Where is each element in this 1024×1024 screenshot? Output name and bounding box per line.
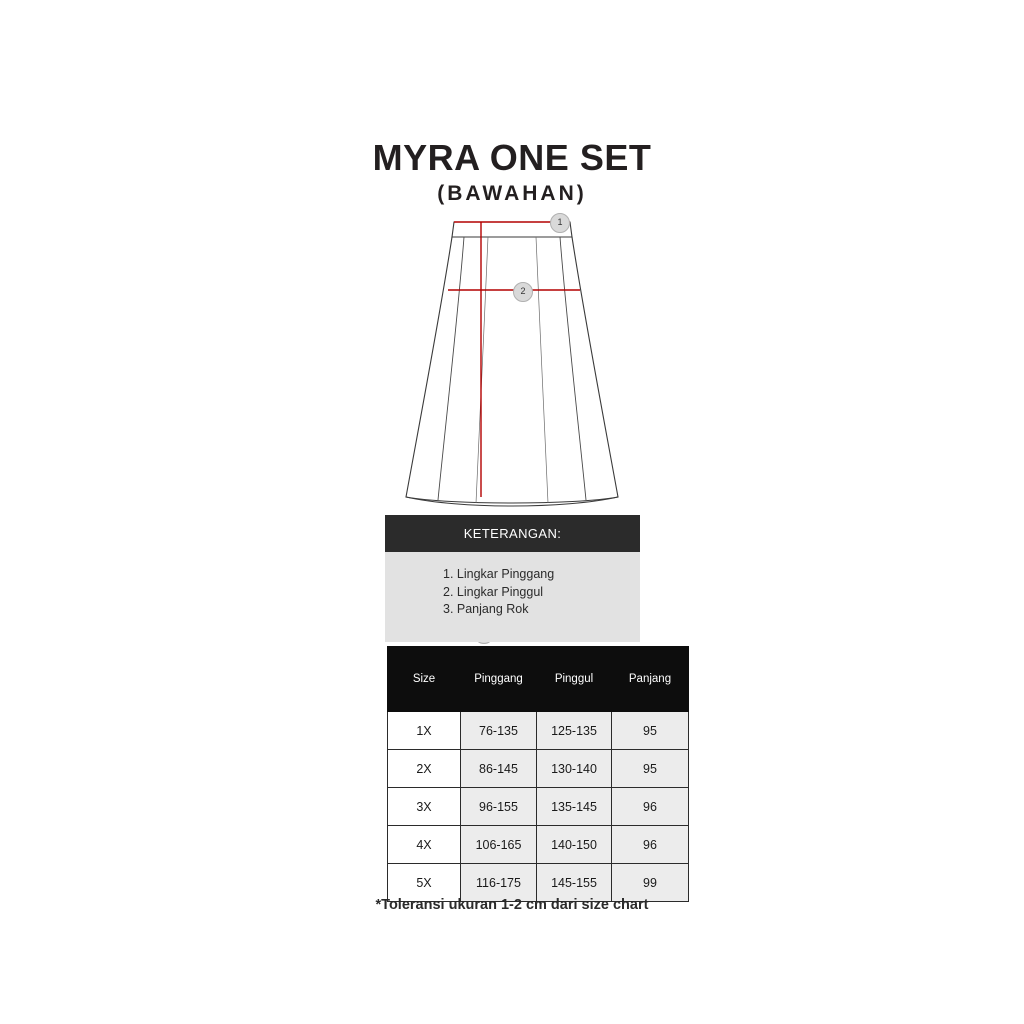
cell-size: 2X xyxy=(388,750,461,788)
cell-panjang: 95 xyxy=(612,712,689,750)
cell-size: 4X xyxy=(388,826,461,864)
table-row xyxy=(388,750,689,788)
page-title: MYRA ONE SET xyxy=(372,137,652,178)
skirt-body-shape xyxy=(406,237,618,503)
keterangan-box xyxy=(385,515,640,642)
marker-2: 2 xyxy=(513,282,533,302)
cell-size: 3X xyxy=(388,788,461,826)
cell-panjang: 96 xyxy=(612,788,689,826)
table-row xyxy=(388,864,689,902)
table-row xyxy=(388,712,689,750)
tolerance-footnote: *Toleransi ukuran 1-2 cm dari size chart xyxy=(375,897,649,913)
skirt-diagram-svg xyxy=(380,205,644,510)
cell-pinggul: 145-155 xyxy=(537,864,612,902)
marker-1: 1 xyxy=(550,213,570,233)
column-header-size: Size xyxy=(388,647,461,712)
cell-size: 1X xyxy=(388,712,461,750)
cell-pinggang: 106-165 xyxy=(461,826,537,864)
cell-panjang: 99 xyxy=(612,864,689,902)
cell-pinggang: 76-135 xyxy=(461,712,537,750)
cell-pinggul: 125-135 xyxy=(537,712,612,750)
column-header-pinggul: Pinggul xyxy=(537,647,612,712)
table-row xyxy=(388,826,689,864)
keterangan-item-3: 3. Panjang Rok xyxy=(443,602,529,616)
size-table xyxy=(387,646,689,902)
keterangan-item-2: 2. Lingkar Pinggul xyxy=(443,584,544,599)
page-subtitle: (BAWAHAN) xyxy=(437,182,587,205)
table-header-row xyxy=(388,647,689,712)
cell-panjang: 95 xyxy=(612,750,689,788)
table-row xyxy=(388,788,689,826)
cell-pinggul: 140-150 xyxy=(537,826,612,864)
keterangan-list xyxy=(385,552,640,642)
skirt-illustration xyxy=(380,205,644,510)
cell-pinggang: 116-175 xyxy=(461,864,537,902)
cell-size: 5X xyxy=(388,864,461,902)
cell-pinggul: 130-140 xyxy=(537,750,612,788)
cell-panjang: 96 xyxy=(612,826,689,864)
keterangan-heading: KETERANGAN: xyxy=(385,515,640,552)
cell-pinggul: 135-145 xyxy=(537,788,612,826)
keterangan-item-1: 1. Lingkar Pinggang xyxy=(443,567,555,581)
column-header-pinggang: Pinggang xyxy=(461,647,537,712)
cell-pinggang: 86-145 xyxy=(461,750,537,788)
cell-pinggang: 96-155 xyxy=(461,788,537,826)
column-header-panjang: Panjang xyxy=(612,647,689,712)
